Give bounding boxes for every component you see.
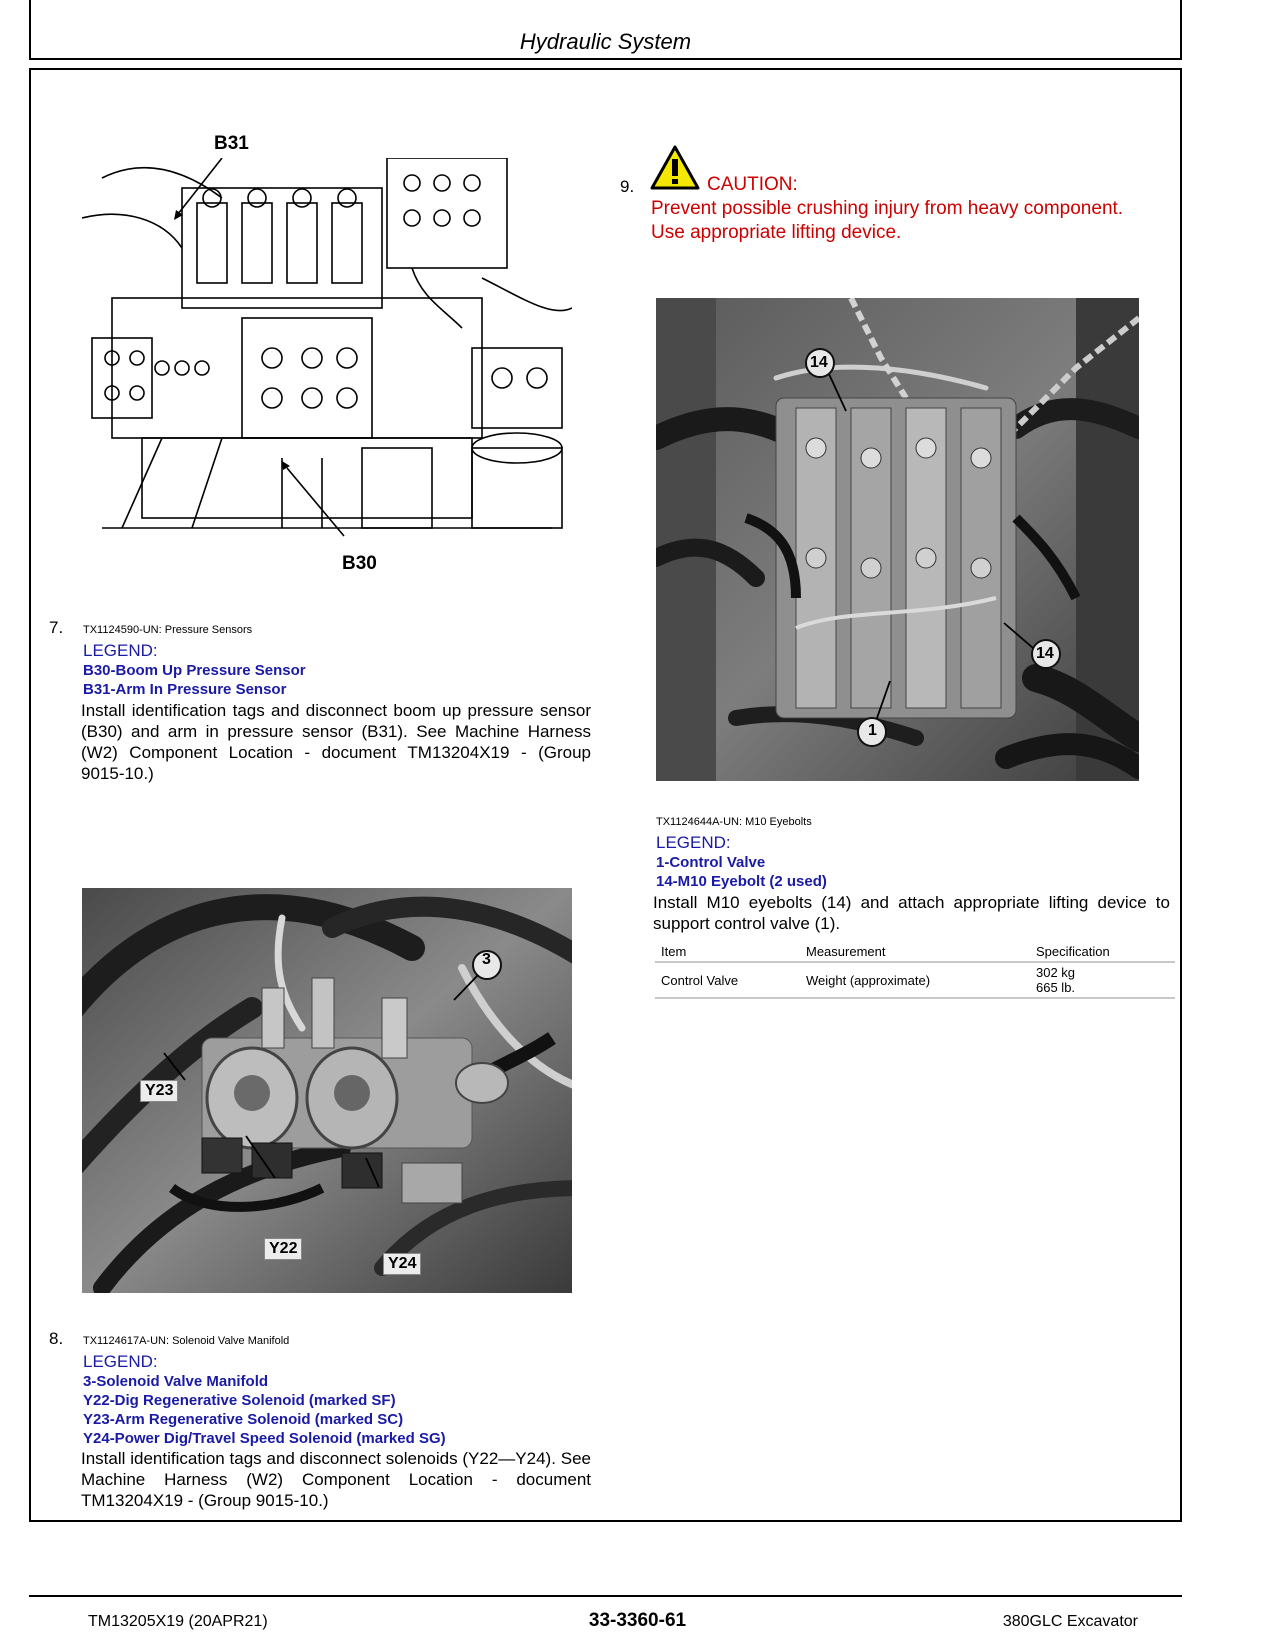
- step-7-number: 7.: [49, 618, 64, 637]
- pressure-sensors-drawing: [82, 158, 572, 558]
- caution-label: CAUTION:: [707, 174, 798, 195]
- footer-divider: [29, 1595, 1182, 1597]
- caution-line-2: Use appropriate lifting device.: [651, 222, 902, 243]
- spec-measurement: Weight (approximate): [800, 962, 1030, 998]
- legend-b30: B30-Boom Up Pressure Sensor: [83, 662, 306, 679]
- callout-14-top: 14: [810, 354, 828, 371]
- spec-header-specification: Specification: [1030, 942, 1175, 962]
- control-valve-spec-table: [655, 942, 1175, 999]
- callout-b31: B31: [214, 133, 249, 154]
- m10-eyebolts-rendering: [656, 298, 1139, 781]
- spec-value-imperial: 665 lb.: [1036, 980, 1076, 995]
- footer-page-number: 33-3360-61: [588, 1610, 687, 1631]
- spec-value: [1030, 962, 1175, 998]
- table-row: [655, 962, 1175, 998]
- step-8-number: 8.: [49, 1329, 64, 1348]
- spec-value-metric: 302 kg: [1036, 965, 1076, 980]
- step-8-instructions: Install identification tags and disconnect solenoids (Y22—Y24). See Machine Harness (W2) Component Location - document TM13204X19 - (Group 9015-10.): [81, 1449, 591, 1510]
- step-9-caption: TX1124644A-UN: M10 Eyebolts: [656, 816, 812, 828]
- spec-table-header-row: [655, 942, 1175, 962]
- callout-y24: Y24: [383, 1253, 421, 1275]
- spec-header-measurement: Measurement: [800, 942, 1030, 962]
- legend-3: 3-Solenoid Valve Manifold: [83, 1373, 269, 1390]
- pressure-sensors-figure: [82, 158, 572, 558]
- step-8-legend-title: LEGEND:: [83, 1352, 158, 1371]
- spec-item: Control Valve: [655, 962, 800, 998]
- legend-y24: Y24-Power Dig/Travel Speed Solenoid (marked SG): [83, 1430, 446, 1447]
- caution-warning-icon: [650, 144, 700, 190]
- step-7-instructions: Install identification tags and disconnect boom up pressure sensor (B30) and arm in pressure sensor (B31). See Machine Harness (W2) Component Location - document TM13204X19 - (Group 9015-10.): [81, 701, 591, 783]
- legend-1: 1-Control Valve: [656, 854, 766, 871]
- footer-document-id: TM13205X19 (20APR21): [88, 1613, 268, 1630]
- legend-b31: B31-Arm In Pressure Sensor: [83, 681, 287, 698]
- step-9-instructions: Install M10 eyebolts (14) and attach appropriate lifting device to support control valve (1).: [653, 893, 1170, 933]
- spec-header-item: Item: [655, 942, 800, 962]
- m10-eyebolts-photo: [656, 298, 1139, 781]
- step-7-legend-title: LEGEND:: [83, 641, 158, 660]
- footer-machine-model: 380GLC Excavator: [1002, 1613, 1138, 1630]
- callout-1: 1: [868, 722, 877, 739]
- callout-b30: B30: [342, 553, 377, 574]
- step-9-legend-title: LEGEND:: [656, 833, 731, 852]
- legend-y22: Y22-Dig Regenerative Solenoid (marked SF): [83, 1392, 396, 1409]
- callout-3: 3: [482, 951, 491, 968]
- page-header: [29, 0, 1182, 60]
- step-9-number: 9.: [620, 177, 635, 196]
- page-title: Hydraulic System: [519, 29, 692, 54]
- step-8-caption: TX1124617A-UN: Solenoid Valve Manifold: [83, 1335, 290, 1347]
- caution-line-1: Prevent possible crushing injury from heavy component.: [651, 198, 1124, 219]
- legend-y23: Y23-Arm Regenerative Solenoid (marked SC): [83, 1411, 404, 1428]
- legend-14: 14-M10 Eyebolt (2 used): [656, 873, 827, 890]
- callout-y23: Y23: [140, 1080, 178, 1102]
- callout-y22: Y22: [264, 1238, 302, 1260]
- callout-14-right: 14: [1036, 645, 1054, 662]
- step-7-caption: TX1124590-UN: Pressure Sensors: [83, 624, 253, 636]
